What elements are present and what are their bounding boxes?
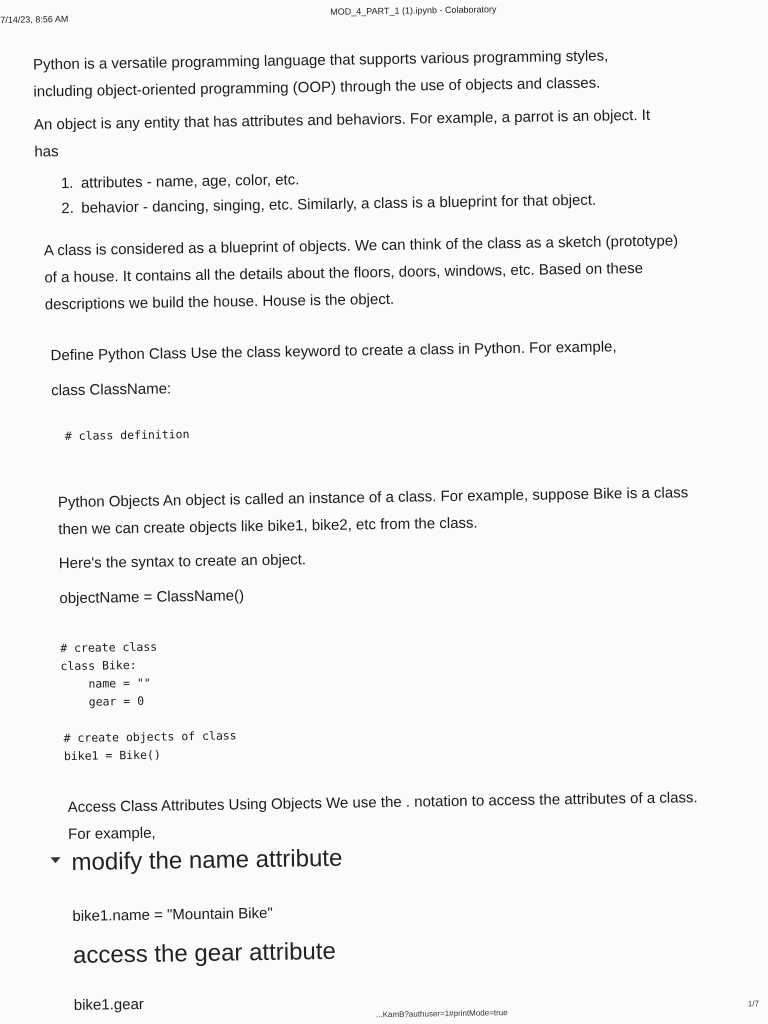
access-line-1: Access Class Attributes Using Objects We use the . notation to access the attributes of a class. bbox=[67, 789, 698, 817]
class-desc-line-1: A class is considered as a blueprint of objects. We can think of the class as a sketch (prototype) bbox=[43, 232, 679, 260]
intro-line-2: including object-oriented programming (OOP) through the use of objects and classes. bbox=[33, 74, 601, 101]
access-line-2: For example, bbox=[67, 824, 156, 844]
attributes-list bbox=[61, 163, 597, 221]
modify-name-code: bike1.name = "Mountain Bike" bbox=[72, 904, 273, 925]
syntax-intro: Here's the syntax to create an object. bbox=[58, 551, 307, 573]
print-date: 7/14/23, 8:56 AM bbox=[0, 13, 69, 25]
class-desc-line-2: of a house. It contains all the details about the floors, doors, windows, etc. Based on these bbox=[44, 259, 644, 287]
list-item-text: behavior - dancing, singing, etc. Similarly, a class is a blueprint for that object. bbox=[81, 191, 597, 217]
class-definition-code: # class definition bbox=[64, 427, 190, 444]
intro-line-1: Python is a versatile programming language that supports various programming styles, bbox=[32, 47, 609, 74]
modify-name-heading: modify the name attribute bbox=[71, 844, 343, 876]
list-item-number: 2. bbox=[61, 199, 74, 218]
list-item-text: attributes - name, age, color, etc. bbox=[80, 171, 300, 192]
collapse-chevron-down-icon[interactable] bbox=[50, 857, 60, 863]
objects-line-2: then we can create objects like bike1, bike2, etc from the class. bbox=[58, 514, 478, 539]
notebook-title: MOD_4_PART_1 (1).ipynb - Colaboratory bbox=[330, 4, 497, 17]
class-desc-line-3: descriptions we build the house. House is the object. bbox=[44, 290, 395, 314]
footer-url: ...KamB?authuser=1#printMode=true bbox=[375, 1008, 508, 1020]
page-number: 1/7 bbox=[747, 999, 760, 1009]
list-item-number: 1. bbox=[60, 174, 74, 193]
class-syntax: class ClassName: bbox=[51, 380, 172, 400]
object-syntax: objectName = ClassName() bbox=[59, 587, 245, 608]
create-class-code: # create class class Bike: name = "" gear = 0 bbox=[60, 639, 158, 710]
access-gear-heading: access the gear attribute bbox=[72, 937, 337, 969]
define-class-text: Define Python Class Use the class keyword to create a class in Python. For example, bbox=[50, 338, 617, 365]
create-object-code: # create objects of class bike1 = Bike() bbox=[63, 728, 237, 764]
object-line-2: has bbox=[34, 143, 59, 161]
object-line-1: An object is any entity that has attributes and behaviors. For example, a parrot is an object. It bbox=[33, 106, 651, 134]
objects-line-1: Python Objects An object is called an instance of a class. For example, suppose Bike is a class bbox=[57, 484, 689, 512]
access-gear-code: bike1.gear bbox=[73, 995, 144, 1014]
